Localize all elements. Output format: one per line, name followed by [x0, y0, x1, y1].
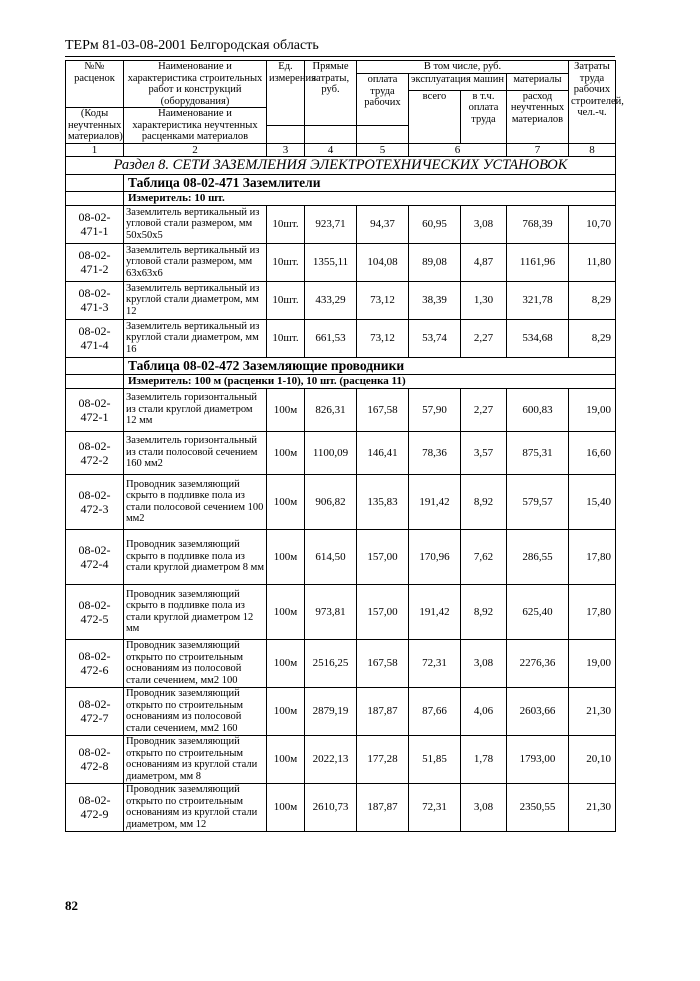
col-incl-wages-header: в т.ч. оплата труда — [461, 90, 507, 143]
wages-cost: 177,28 — [357, 735, 409, 783]
col-number: 1 — [66, 143, 124, 156]
table-row — [66, 319, 616, 357]
col-number: 2 — [124, 143, 267, 156]
table-title-row — [66, 357, 616, 374]
col-number: 3 — [267, 143, 305, 156]
table-title: Таблица 08-02-471 Заземлители — [124, 174, 616, 191]
direct-cost: 906,82 — [305, 474, 357, 529]
labor-cost: 10,70 — [569, 205, 616, 243]
rate-code: 08-02-472-2 — [66, 431, 124, 474]
measure-unit: Измеритель: 100 м (расценки 1-10), 10 шт. (расценка 11) — [124, 374, 616, 388]
wages-cost: 157,00 — [357, 529, 409, 584]
machines-cost: 78,36 — [409, 431, 461, 474]
machines-wages-cost: 1,78 — [461, 735, 507, 783]
rate-code: 08-02-471-1 — [66, 205, 124, 243]
unit-cell: 100м — [267, 388, 305, 431]
col-unacc-header: расход неучтенных материалов — [507, 90, 569, 143]
unit-cell: 10шт. — [267, 205, 305, 243]
page-number: 82 — [65, 898, 78, 913]
rates-table — [65, 60, 624, 832]
rate-name: Заземлитель вертикальный из угловой стали размером, мм 50х50х5 — [124, 205, 267, 243]
labor-cost: 19,00 — [569, 639, 616, 687]
machines-cost: 53,74 — [409, 319, 461, 357]
table-row — [66, 529, 616, 584]
machines-wages-cost: 8,92 — [461, 584, 507, 639]
machines-cost: 72,31 — [409, 639, 461, 687]
rate-code: 08-02-472-5 — [66, 584, 124, 639]
labor-cost: 16,60 — [569, 431, 616, 474]
table-row — [66, 639, 616, 687]
wages-cost: 157,00 — [357, 584, 409, 639]
table-title: Таблица 08-02-472 Заземляющие проводники — [124, 357, 616, 374]
materials-cost: 2350,55 — [507, 783, 569, 831]
materials-cost: 286,55 — [507, 529, 569, 584]
col-number: 4 — [305, 143, 357, 156]
wages-cost: 167,58 — [357, 639, 409, 687]
labor-cost: 17,80 — [569, 584, 616, 639]
wages-cost: 104,08 — [357, 243, 409, 281]
measure-row — [66, 374, 616, 388]
machines-cost: 60,95 — [409, 205, 461, 243]
labor-cost: 21,30 — [569, 687, 616, 735]
direct-cost: 923,71 — [305, 205, 357, 243]
rates-table-wrapper — [65, 60, 624, 832]
wages-cost: 94,37 — [357, 205, 409, 243]
materials-cost: 534,68 — [507, 319, 569, 357]
materials-cost: 768,39 — [507, 205, 569, 243]
col-direct-header: Прямые затраты, руб. — [305, 61, 357, 126]
direct-cost: 1355,11 — [305, 243, 357, 281]
machines-wages-cost: 8,92 — [461, 474, 507, 529]
section-title: Раздел 8. СЕТИ ЗАЗЕМЛЕНИЯ ЭЛЕКТРОТЕХНИЧЕСКИХ УСТАНОВОК — [66, 156, 616, 174]
wages-cost: 187,87 — [357, 783, 409, 831]
rate-name: Проводник заземляющий открыто по строительным основаниям из круглой стали диаметром, мм 8 — [124, 735, 267, 783]
rate-name: Проводник заземляющий открыто по строительным основаниям из полосовой стали сечением, мм2 160 — [124, 687, 267, 735]
direct-cost: 1100,09 — [305, 431, 357, 474]
machines-cost: 38,39 — [409, 281, 461, 319]
table-body — [66, 61, 624, 832]
col-materials-header: материалы — [507, 74, 569, 91]
col-total-header: всего — [409, 90, 461, 143]
rate-code: 08-02-472-8 — [66, 735, 124, 783]
materials-cost: 875,31 — [507, 431, 569, 474]
rate-name: Заземлитель вертикальный из угловой стали размером, мм 63х63х6 — [124, 243, 267, 281]
table-row — [66, 205, 616, 243]
unit-cell: 10шт. — [267, 243, 305, 281]
col-code2-header: (Коды неучтенных материалов) — [66, 108, 124, 144]
materials-cost: 321,78 — [507, 281, 569, 319]
wages-cost: 135,83 — [357, 474, 409, 529]
materials-cost: 1793,00 — [507, 735, 569, 783]
table-row — [66, 783, 616, 831]
labor-cost: 21,30 — [569, 783, 616, 831]
labor-cost: 11,80 — [569, 243, 616, 281]
machines-wages-cost: 3,08 — [461, 783, 507, 831]
labor-cost: 8,29 — [569, 281, 616, 319]
machines-wages-cost: 7,62 — [461, 529, 507, 584]
col-number: 5 — [357, 143, 409, 156]
machines-cost: 191,42 — [409, 474, 461, 529]
machines-wages-cost: 2,27 — [461, 319, 507, 357]
labor-cost: 19,00 — [569, 388, 616, 431]
col-name-header: Наименование и характеристика строительных работ и конструкций (оборудования) — [124, 61, 267, 108]
wages-cost: 73,12 — [357, 281, 409, 319]
machines-wages-cost: 4,87 — [461, 243, 507, 281]
wages-cost: 167,58 — [357, 388, 409, 431]
machines-wages-cost: 1,30 — [461, 281, 507, 319]
unit-cell: 100м — [267, 687, 305, 735]
empty-cell — [305, 125, 357, 143]
rate-name: Проводник заземляющий открыто по строительным основаниям из круглой стали диаметром, мм 12 — [124, 783, 267, 831]
direct-cost: 614,50 — [305, 529, 357, 584]
empty-cell — [66, 191, 124, 205]
machines-cost: 51,85 — [409, 735, 461, 783]
col-number: 7 — [507, 143, 569, 156]
machines-wages-cost: 2,27 — [461, 388, 507, 431]
rate-name: Заземлитель вертикальный из круглой стали диаметром, мм 12 — [124, 281, 267, 319]
unit-cell: 10шт. — [267, 319, 305, 357]
rate-name: Проводник заземляющий скрыто в подливке пола из стали круглой диаметром 8 мм — [124, 529, 267, 584]
col-labor-header: Затраты труда рабочих строителей, чел.-ч. — [569, 61, 616, 144]
rate-name: Проводник заземляющий открыто по строительным основаниям из полосовой стали сечением, мм2 100 — [124, 639, 267, 687]
empty-cell — [66, 174, 124, 191]
empty-cell — [357, 125, 409, 143]
rate-code: 08-02-471-3 — [66, 281, 124, 319]
rate-name: Заземлитель горизонтальный из стали полосовой сечением 160 мм2 — [124, 431, 267, 474]
machines-cost: 89,08 — [409, 243, 461, 281]
machines-wages-cost: 3,08 — [461, 205, 507, 243]
col-unit-header: Ед. измерения — [267, 61, 305, 126]
unit-cell: 10шт. — [267, 281, 305, 319]
machines-wages-cost: 3,57 — [461, 431, 507, 474]
machines-cost: 87,66 — [409, 687, 461, 735]
empty-cell — [66, 357, 124, 374]
rate-code: 08-02-472-7 — [66, 687, 124, 735]
measure-row — [66, 191, 616, 205]
wages-cost: 73,12 — [357, 319, 409, 357]
rate-name: Проводник заземляющий скрыто в подливке пола из стали полосовой сечением 100 мм2 — [124, 474, 267, 529]
rate-code: 08-02-472-3 — [66, 474, 124, 529]
rate-code: 08-02-472-4 — [66, 529, 124, 584]
table-row — [66, 431, 616, 474]
col-incl-header: В том числе, руб. — [357, 61, 569, 74]
labor-cost: 17,80 — [569, 529, 616, 584]
direct-cost: 826,31 — [305, 388, 357, 431]
rate-code: 08-02-471-2 — [66, 243, 124, 281]
col-code-header: №№ расценок — [66, 61, 124, 108]
direct-cost: 433,29 — [305, 281, 357, 319]
empty-cell — [66, 374, 124, 388]
machines-cost: 170,96 — [409, 529, 461, 584]
direct-cost: 2610,73 — [305, 783, 357, 831]
machines-cost: 72,31 — [409, 783, 461, 831]
rate-code: 08-02-472-9 — [66, 783, 124, 831]
col-number: 6 — [409, 143, 507, 156]
col-machines-header: эксплуатация машин — [409, 74, 507, 91]
wages-cost: 187,87 — [357, 687, 409, 735]
labor-cost: 20,10 — [569, 735, 616, 783]
col-wages-header: оплата труда рабочих — [357, 74, 409, 126]
direct-cost: 661,53 — [305, 319, 357, 357]
unit-cell: 100м — [267, 529, 305, 584]
machines-cost: 191,42 — [409, 584, 461, 639]
rate-name: Проводник заземляющий скрыто в подливке пола из стали круглой диаметром 12 мм — [124, 584, 267, 639]
materials-cost: 625,40 — [507, 584, 569, 639]
machines-wages-cost: 3,08 — [461, 639, 507, 687]
running-header: ТЕРм 81-03-08-2001 Белгородская область — [65, 38, 615, 57]
materials-cost: 579,57 — [507, 474, 569, 529]
table-title-row — [66, 174, 616, 191]
machines-cost: 57,90 — [409, 388, 461, 431]
measure-unit: Измеритель: 10 шт. — [124, 191, 616, 205]
direct-cost: 973,81 — [305, 584, 357, 639]
wages-cost: 146,41 — [357, 431, 409, 474]
unit-cell: 100м — [267, 639, 305, 687]
table-row — [66, 584, 616, 639]
unit-cell: 100м — [267, 431, 305, 474]
materials-cost: 2603,66 — [507, 687, 569, 735]
table-row — [66, 687, 616, 735]
direct-cost: 2022,13 — [305, 735, 357, 783]
labor-cost: 15,40 — [569, 474, 616, 529]
col-number: 8 — [569, 143, 616, 156]
rate-code: 08-02-471-4 — [66, 319, 124, 357]
col-name2-header: Наименование и характеристика неучтенных расценками материалов — [124, 108, 267, 144]
materials-cost: 2276,36 — [507, 639, 569, 687]
rate-code: 08-02-472-6 — [66, 639, 124, 687]
table-row — [66, 243, 616, 281]
unit-cell: 100м — [267, 584, 305, 639]
direct-cost: 2516,25 — [305, 639, 357, 687]
unit-cell: 100м — [267, 783, 305, 831]
rate-name: Заземлитель горизонтальный из стали круглой диаметром 12 мм — [124, 388, 267, 431]
materials-cost: 1161,96 — [507, 243, 569, 281]
table-row — [66, 281, 616, 319]
direct-cost: 2879,19 — [305, 687, 357, 735]
machines-wages-cost: 4,06 — [461, 687, 507, 735]
unit-cell: 100м — [267, 735, 305, 783]
unit-cell: 100м — [267, 474, 305, 529]
materials-cost: 600,83 — [507, 388, 569, 431]
rate-name: Заземлитель вертикальный из круглой стали диаметром, мм 16 — [124, 319, 267, 357]
table-row — [66, 474, 616, 529]
empty-cell — [267, 125, 305, 143]
table-row — [66, 388, 616, 431]
labor-cost: 8,29 — [569, 319, 616, 357]
table-row — [66, 735, 616, 783]
rate-code: 08-02-472-1 — [66, 388, 124, 431]
